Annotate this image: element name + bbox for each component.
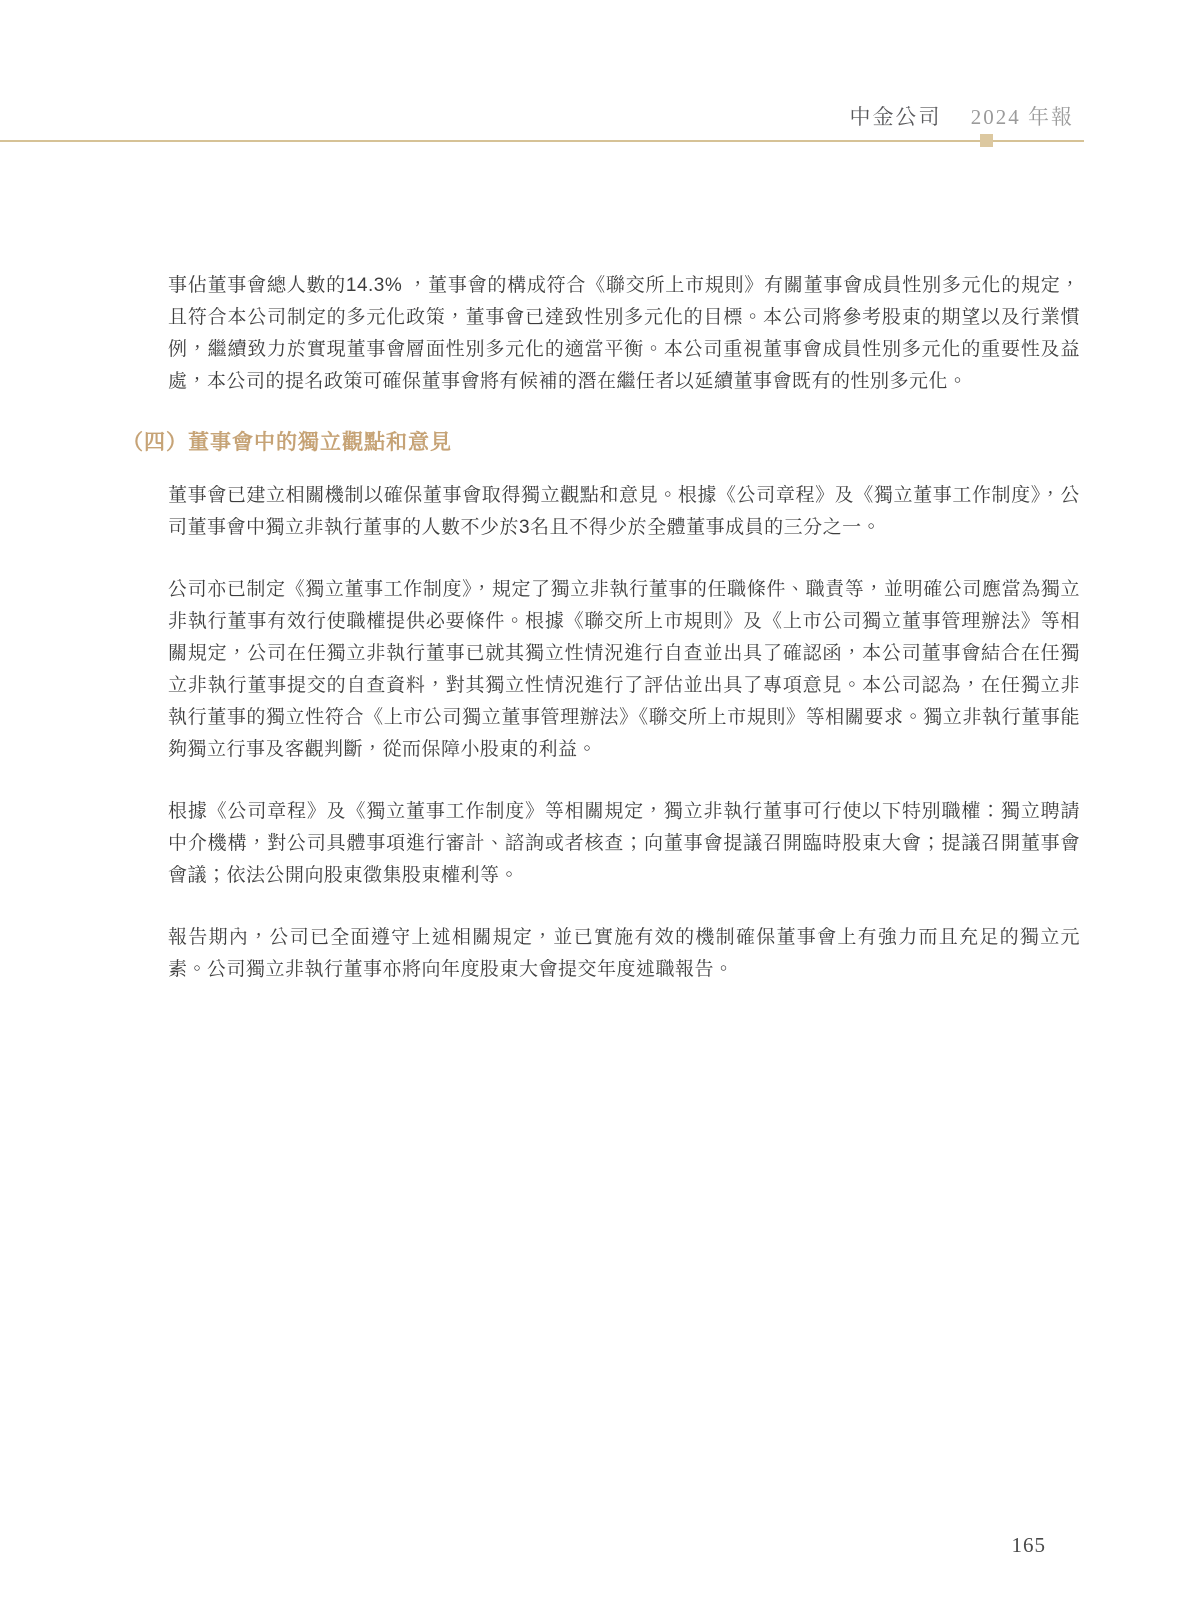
page-number: 165 [1011, 1533, 1046, 1557]
body-paragraph-1: 董事會已建立相關機制以確保董事會取得獨立觀點和意見。根據《公司章程》及《獨立董事工作制度》，公司董事會中獨立非執行董事的人數不少於3名且不得少於全體董事成員的三分之一。 [168, 485, 1080, 538]
body-paragraph-4: 報告期內，公司已全面遵守上述相關規定，並已實施有效的機制確保董事會上有強力而且充足的獨立元素。公司獨立非執行董事亦將向年度股東大會提交年度述職報告。 [168, 927, 1080, 980]
page-header [0, 101, 1074, 131]
intro-paragraph: 事佔董事會總人數的14.3% ，董事會的構成符合《聯交所上市規則》有關董事會成員性別多元化的規定，且符合本公司制定的多元化政策，董事會已達致性別多元化的目標。本公司將參考股東的期望以及行業慣例，繼續致力於實現董事會層面性別多元化的適當平衡。本公司重視董事會成員性別多元化的重要性及益處，本公司的提名政策可確保董事會將有候補的潛在繼任者以延續董事會既有的性別多元化。 [168, 275, 1080, 392]
main-content [122, 270, 1080, 1016]
body-paragraph-3: 根據《公司章程》及《獨立董事工作制度》等相關規定，獨立非執行董事可行使以下特別職權：獨立聘請中介機構，對公司具體事項進行審計、諮詢或者核查；向董事會提議召開臨時股東大會；提議召開董事會會議；依法公開向股東徵集股東權利等。 [168, 801, 1080, 886]
company-name: 中金公司 [849, 105, 942, 129]
section-heading: （四）董事會中的獨立觀點和意見 [122, 431, 452, 454]
body-paragraph-2: 公司亦已制定《獨立董事工作制度》，規定了獨立非執行董事的任職條件、職責等，並明確公司應當為獨立非執行董事有效行使職權提供必要條件。根據《聯交所上市規則》及《上市公司獨立董事管理辦法》等相關規定，公司在任獨立非執行董事已就其獨立性情況進行自查並出具了確認函，本公司董事會結合在任獨立非執行董事提交的自查資料，對其獨立性情況進行了評估並出具了專項意見。本公司認為，在任獨立非執行董事的獨立性符合《上市公司獨立董事管理辦法》《聯交所上市規則》等相關要求。獨立非執行董事能夠獨立行事及客觀判斷，從而保障小股東的利益。 [168, 579, 1080, 760]
report-title: 2024 年報 [970, 105, 1074, 129]
header-divider-rule [0, 140, 1084, 142]
header-divider-marker [980, 134, 993, 147]
